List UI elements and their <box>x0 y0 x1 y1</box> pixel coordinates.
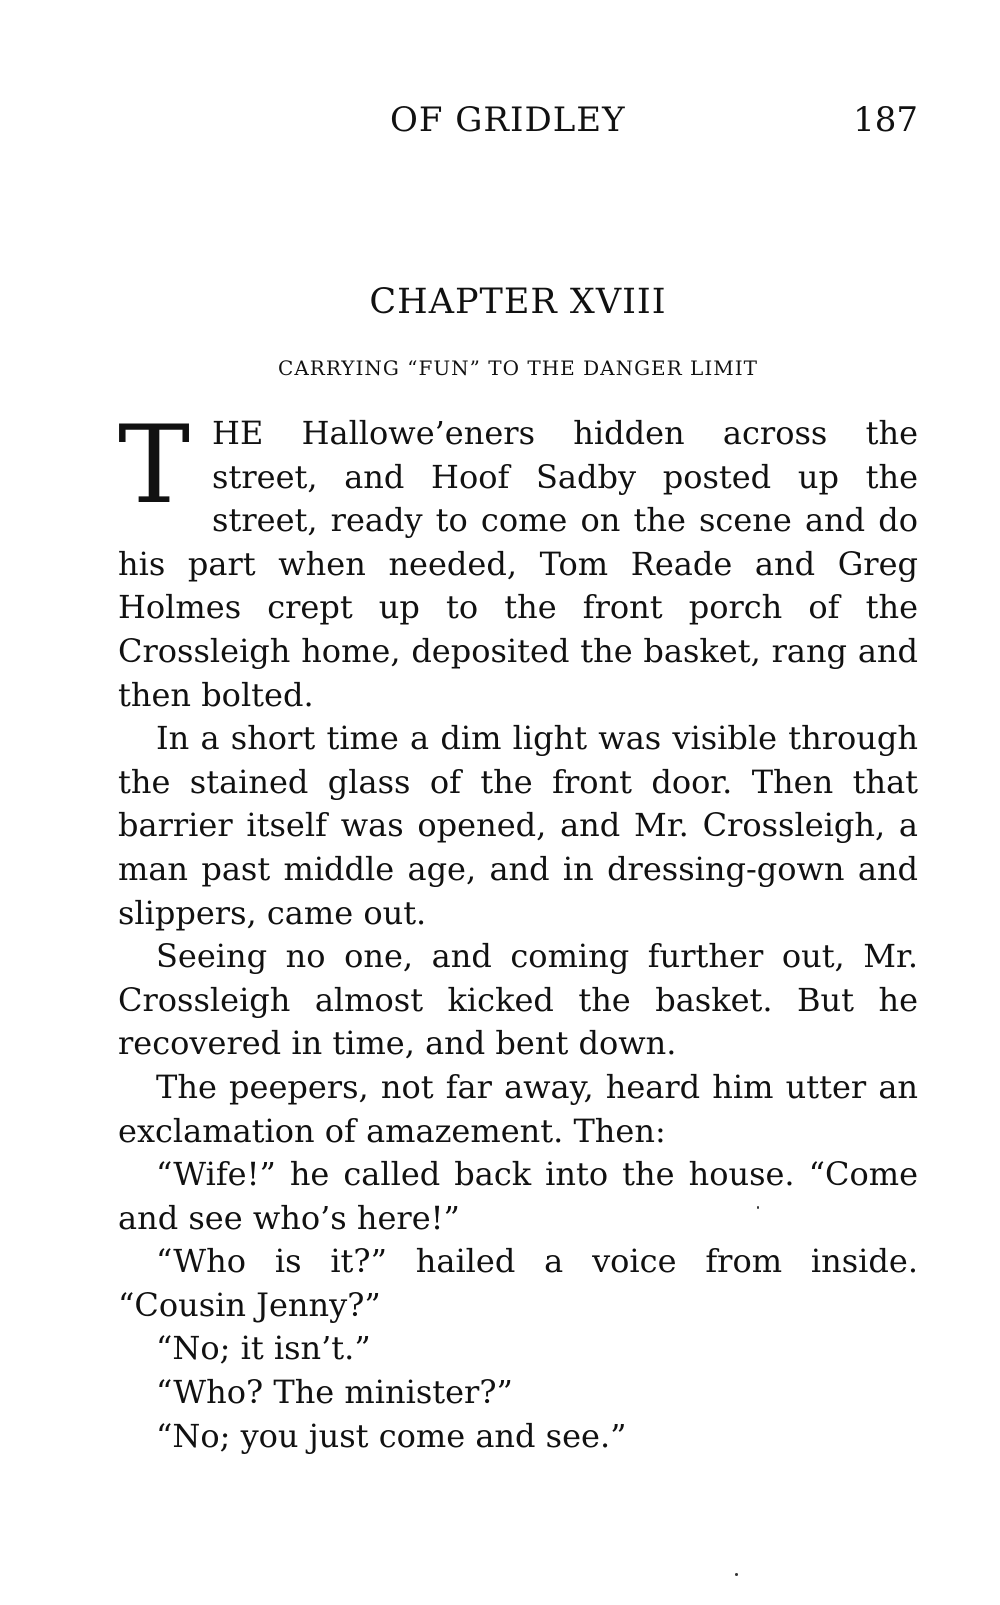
chapter-title: CHAPTER XVIII <box>369 282 667 322</box>
running-title: OF GRIDLEY <box>390 100 626 140</box>
paragraph: “No; it isn’t.” <box>156 1329 371 1368</box>
running-head <box>118 100 918 144</box>
paragraph: “Who? The minister?” <box>156 1373 513 1412</box>
paragraph <box>118 403 918 717</box>
drop-cap: T <box>118 403 191 528</box>
paragraph: Seeing no one, and coming further out, Mr. Crossleigh almost kicked the basket. But he recovered in time, and bent down. <box>118 937 918 1063</box>
paragraph: “Who is it?” hailed a voice from inside. “Cousin Jenny?” <box>118 1242 918 1324</box>
paragraph: “No; you just come and see.” <box>156 1416 627 1455</box>
paragraph: In a short time a dim light was visible through the stained glass of the front door. Then that barrier itself was opened, and Mr. Crossleigh, a man past middle age, and in dressing-gown and slippers, came out. <box>118 719 918 932</box>
page-number: 187 <box>853 100 918 140</box>
chapter-body <box>118 403 918 1458</box>
chapter-subtitle: CARRYING “FUN” TO THE DANGER LIMIT <box>278 356 758 380</box>
paragraph: “Wife!” he called back into the house. “Come and see who’s here!” <box>118 1155 918 1237</box>
scan-speck <box>757 1206 759 1209</box>
paragraph-text: HE Hallowe’eners hidden across the street, and Hoof Sadby posted up the street, ready to come on the scene and do his part when needed, Tom Reade and Greg Holmes crept up to the front porch of the Crossleigh home, deposited the basket, rang and then bolted. <box>118 414 918 714</box>
scan-speck <box>735 1573 738 1576</box>
paragraph: The peepers, not far away, heard him utter an exclamation of amazement. Then: <box>118 1067 918 1150</box>
